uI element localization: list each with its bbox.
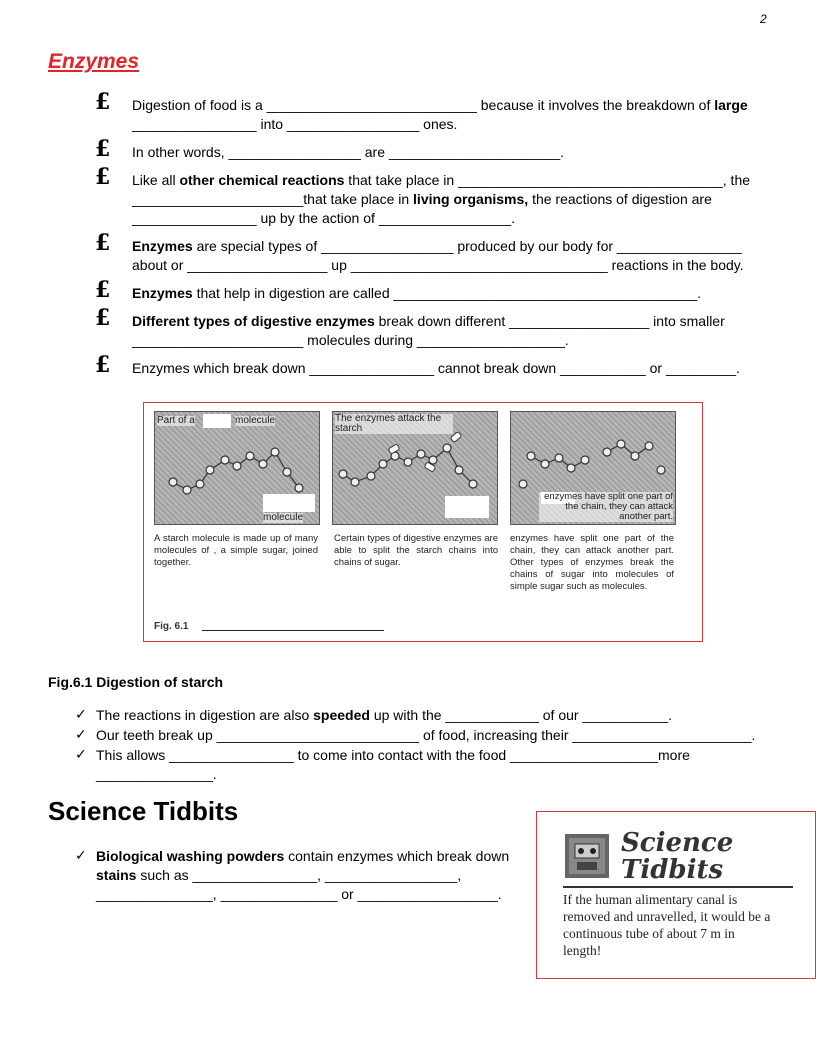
text-segment: In other words, _________________ are ______________________. [132,144,565,160]
bold-term: large [714,97,748,113]
text-segment: Our teeth break up __________________________ of food, increasing their _______________________. [96,727,756,743]
figure-caption-3: enzymes have split one part of the chain, they can attack another part. Other types of enzymes break the chains of sugar into molecules of simple sugar such as molecules. [510,533,674,592]
text-segment: This allows ________________ to come into contact with the food ___________________more _______________. [96,747,690,782]
bullet-item [95,352,775,378]
checkmark-icon: ✓ [75,747,87,763]
bold-term: living organisms, [413,191,529,207]
text-segment: Like all [132,172,180,188]
tidbit-divider [563,886,793,888]
figure-title-blank [202,630,384,631]
bullet-item-text [132,171,775,228]
bullet-item [95,277,775,303]
bullet-item [95,136,775,162]
page-title: Enzymes [48,50,140,73]
check-item [75,706,775,725]
tidbit-title-line-2: Tidbits [621,855,724,885]
bullet-item [95,305,775,350]
pound-bullet-icon: £ [95,230,111,256]
starch-digestion-figure [143,402,703,642]
text-segment: Enzymes which break down ________________ cannot break down ___________ or _________. [132,360,740,376]
text-segment: that help in digestion are called _______________________________________. [192,285,702,301]
pound-bullet-icon: £ [95,164,111,190]
enzymes-bullet-list [95,89,775,387]
text-segment: the reactions of digestion are ________________ up by the action of _________________. [132,191,712,226]
bullet-item-text [132,143,775,162]
bold-term: other chemical reactions [179,172,345,188]
tidbit-title [621,830,733,884]
figure-caption-2: Certain types of digestive enzymes are able to split the starch chains into chains of sugar. [334,533,498,568]
bullet-item [95,230,775,275]
text-segment: are special types of _________________ produced by our body for ________________ about or __________________ up _________________________________ reactions in the body. [132,238,744,273]
digestion-check-list [75,706,775,785]
text-segment: that take place in __________________________________, the ______________________that take place in [132,172,751,207]
text-segment: ________________ into _________________ ones. [132,116,458,132]
bullet-item-text [132,359,775,378]
bullet-item-text [132,284,775,303]
answer-blank [203,414,231,428]
bold-term: speeded [313,707,370,723]
figure-number: Fig. 6.1 [154,621,189,632]
figure-caption-1: A starch molecule is made up of many molecules of , a simple sugar, joined together. [154,533,318,568]
checkmark-icon: ✓ [75,727,87,743]
bold-term: Different types of digestive enzymes [132,313,375,329]
pound-bullet-icon: £ [95,277,111,303]
figure-panel-2 [332,411,498,525]
bullet-item-text [132,312,775,350]
text-segment: break down different __________________ into smaller ______________________ molecules during ___________________. [132,313,725,348]
panel-2-label-top: The enzymes attack the starch [335,414,453,434]
checkmark-icon: ✓ [75,707,87,723]
tidbits-check-list [75,847,525,905]
check-item [75,746,775,784]
tidbit-fact: If the human alimentary canal is removed and unravelled, it would be a continuous tube of about 7 m in length! [563,892,771,958]
pound-bullet-icon: £ [95,89,111,115]
pound-bullet-icon: £ [95,352,111,378]
panel-3-label-bottom: enzymes have split one part of the chain, they can attack another part. [539,492,673,522]
tidbit-title-line-1: Science [621,828,734,858]
pound-bullet-icon: £ [95,305,111,331]
bold-term: stains [96,867,137,883]
bold-term: Biological washing powders [96,848,285,864]
text-segment: up with the ____________ of our ___________. [369,707,672,723]
figure-panel-3 [510,411,676,525]
text-segment: Digestion of food is a ___________________________ because it involves the breakdown of [132,97,715,113]
panel-1-label-molecule: molecule [235,415,276,426]
bullet-item-text [132,237,775,275]
bullet-item-text [132,96,775,134]
answer-blank [263,494,315,512]
tidbit-check-item-text [96,847,525,904]
answer-blank [445,496,489,518]
check-item-text [96,706,775,725]
figure-panel-1 [154,411,320,525]
science-tidbit-box [536,811,816,979]
figure-caption: Fig.6.1 Digestion of starch [48,674,224,690]
bullet-item [95,89,775,134]
bold-term: Enzymes [132,238,193,254]
text-segment: The reactions in digestion are also [96,707,314,723]
text-segment: such as ________________, _________________, _______________, _______________ or __________________. [96,867,502,902]
pound-bullet-icon: £ [95,136,111,162]
bold-term: Enzymes [132,285,193,301]
tidbit-robot-icon [565,834,609,878]
science-tidbits-heading: Science Tidbits [48,796,239,826]
tidbit-check-item [75,847,525,904]
check-item-text [96,746,775,784]
page-number: 2 [760,12,767,26]
checkmark-icon: ✓ [75,848,87,864]
check-item [75,726,775,745]
bullet-item [95,164,775,228]
check-item-text [96,726,775,745]
panel-1-label-part: Part of a [157,415,195,426]
text-segment: contain enzymes which break down [284,848,510,864]
panel-1-label-bottom: molecule [263,512,304,523]
